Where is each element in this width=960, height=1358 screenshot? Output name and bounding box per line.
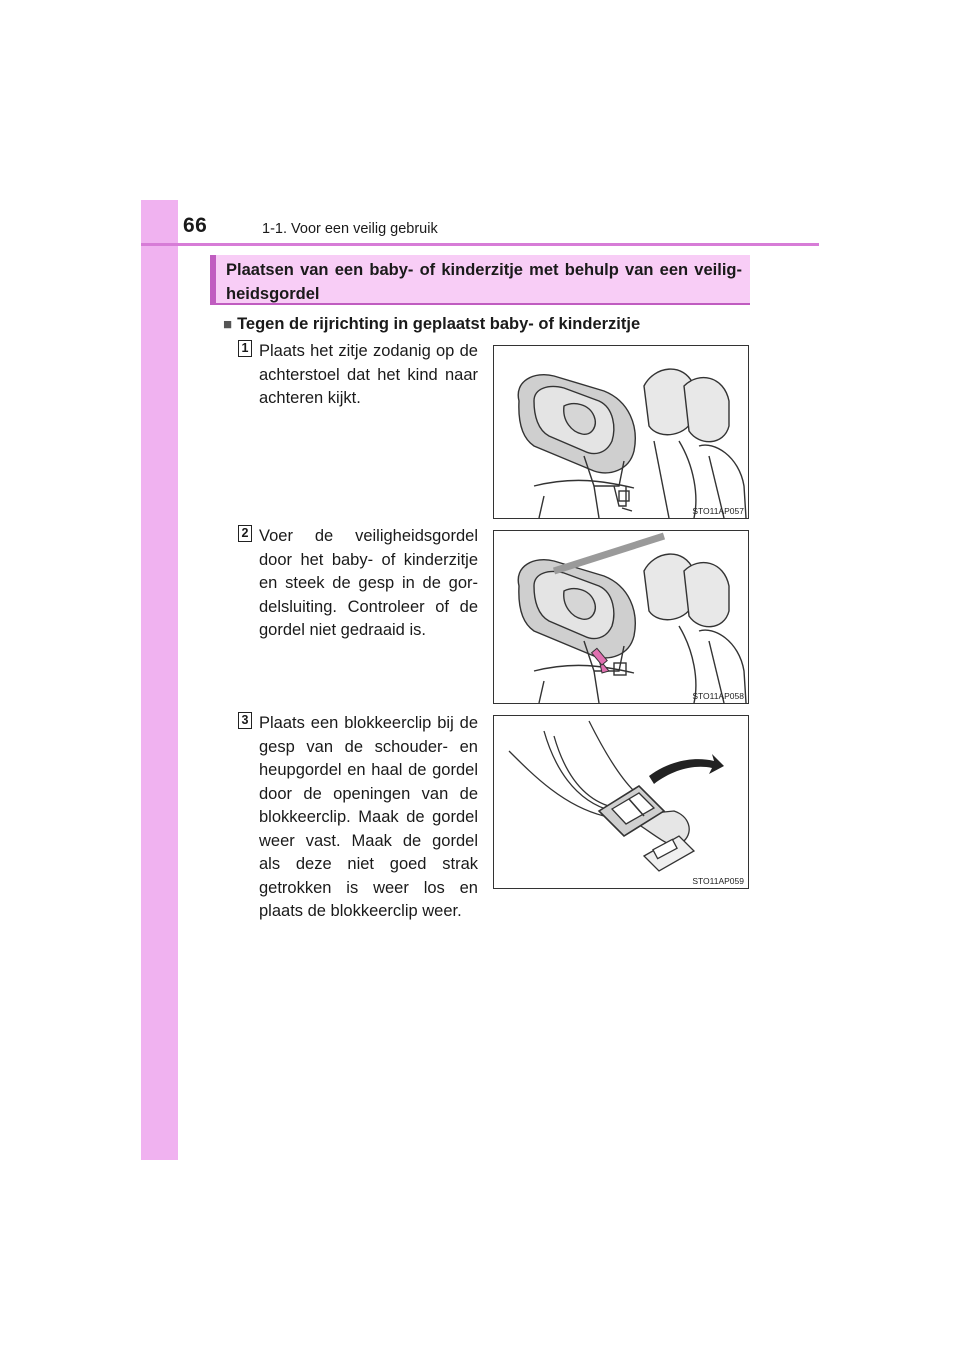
header-rule [141, 243, 819, 246]
subheading-text: Tegen de rijrichting in geplaatst baby- of kinderzitje [237, 315, 641, 333]
callout-title: Plaatsen van een baby- of kinderzitje met behulp van een veilig-heidsgordel [226, 261, 742, 303]
step-text: Plaats een blokkeerclip bij de gesp van de schouder- en heupgordel en haal de gordel door de openingen van de blokkeerclip. Maak de gordel weer vast. Maak de gordel als deze niet goed strak getrokken is weer los en plaats de blokkeerclip weer. [259, 714, 478, 920]
callout-box [210, 255, 750, 305]
step-number-badge: 3 [238, 712, 252, 729]
locking-clip-illustration [494, 716, 748, 888]
section-title: 1-1. Voor een veilig gebruik [262, 221, 438, 237]
step-number-badge: 2 [238, 525, 252, 542]
belt-illustration [494, 531, 748, 703]
seat-illustration [494, 346, 748, 518]
subheading [223, 315, 640, 334]
figure-code: STO11AP058 [692, 691, 744, 701]
side-tab-band [141, 200, 178, 1160]
figure-code: STO11AP057 [692, 506, 744, 516]
step-text: Voer de veiligheidsgordel door het baby- of kinderzitje en steek de gesp in de gor-delsluiting. Controleer of de gordel niet gedraaid is. [259, 527, 478, 639]
page-number: 66 [183, 214, 208, 237]
figure-child-seat-placement [493, 345, 749, 519]
figure-code: STO11AP059 [692, 876, 744, 886]
figure-locking-clip [493, 715, 749, 889]
figure-belt-routing [493, 530, 749, 704]
step-number-badge: 1 [238, 340, 252, 357]
step-text: Plaats het zitje zodanig op de achterstoel dat het kind naar achteren kijkt. [259, 342, 478, 407]
square-bullet-icon: ■ [223, 316, 233, 333]
